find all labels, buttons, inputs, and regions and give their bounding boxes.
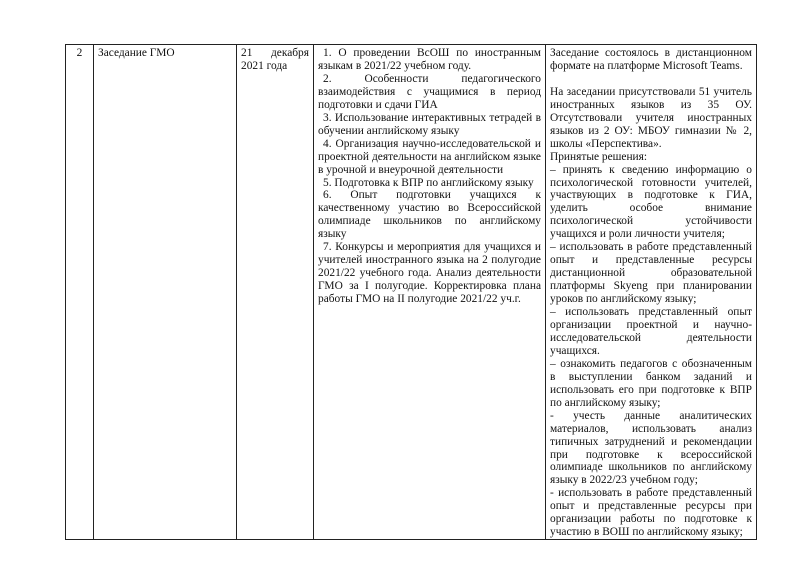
- event-date: [237, 45, 314, 540]
- decision-item: – ознакомить педагогов с обозначенным в выступлении банком заданий и использовать его при подготовке к ВПР по английскому языку;: [550, 357, 752, 409]
- result-cell: [546, 45, 757, 540]
- agenda-item: 1. О проведении ВсОШ по иностранным языкам в 2021/22 учебном году.: [318, 47, 541, 72]
- meeting-format: Заседание состоялось в дистанционном формате на платформе Microsoft Teams.: [550, 47, 752, 72]
- attendance-text: На заседании присутствовали 51 учитель иностранных языков из 35 ОУ. Отсутствовали учителя иностранных языков из 2 ОУ: МБОУ гимназии № 2, школы «Перспектива».: [550, 85, 752, 150]
- date-text: 21 декабря 2021 года: [241, 47, 309, 72]
- table-row: [66, 45, 757, 540]
- decision-item: – использовать в работе представленный опыт и представленные ресурсы дистанционной образовательной платформы Skyeng при планировании уроков по английскому языку;: [550, 241, 752, 306]
- agenda-item: 4. Организация научно-исследовательской и проектной деятельности на английском языке в урочной и внеурочной деятельности: [318, 137, 541, 176]
- decisions-heading: Принятые решения:: [550, 150, 648, 163]
- meetings-table: [65, 44, 757, 540]
- agenda-item: 6. Опыт подготовки учащихся к качественному участию во Всероссийской олимпиаде школьников по английскому языку: [318, 189, 541, 241]
- decision-item: - использовать в работе представленный опыт и представленные ресурсы при организации работы по подготовке к участию в ВОШ по английскому языку;: [550, 487, 752, 539]
- agenda-item: 7. Конкурсы и мероприятия для учащихся и учителей иностранного языка на 2 полугодие 2021/22 учебного года. Анализ деятельности ГМО за I полугодие. Корректировка плана работы ГМО на II полугодие 2021/22 уч.г.: [318, 241, 541, 306]
- decision-item: – использовать представленный опыт организации проектной и научно-исследовательской деятельности учащихся.: [550, 306, 752, 357]
- decision-item: – принять к сведению информацию о психологической готовности учителей, участвующих в подготовке к ГИА, уделить особое внимание психологической устойчивости учащихся и роли личности учителя;: [550, 163, 752, 241]
- agenda-cell: [314, 45, 546, 540]
- agenda-item: 5. Подготовка к ВПР по английскому языку: [323, 176, 534, 189]
- row-number: 2: [66, 45, 94, 540]
- decision-item: - учесть данные аналитических материалов, использовать анализ типичных затруднений и рекомендации при подготовке к всероссийской олимпиаде школьников по английскому языку в 2022/23 учебном году;: [550, 409, 752, 487]
- agenda-item: 3. Использование интерактивных тетрадей в обучении английскому языку: [318, 111, 541, 137]
- event-name: Заседание ГМО: [94, 45, 237, 540]
- agenda-item: 2. Особенности педагогического взаимодействия с учащимися в период подготовки и сдачи ГИА: [318, 72, 541, 111]
